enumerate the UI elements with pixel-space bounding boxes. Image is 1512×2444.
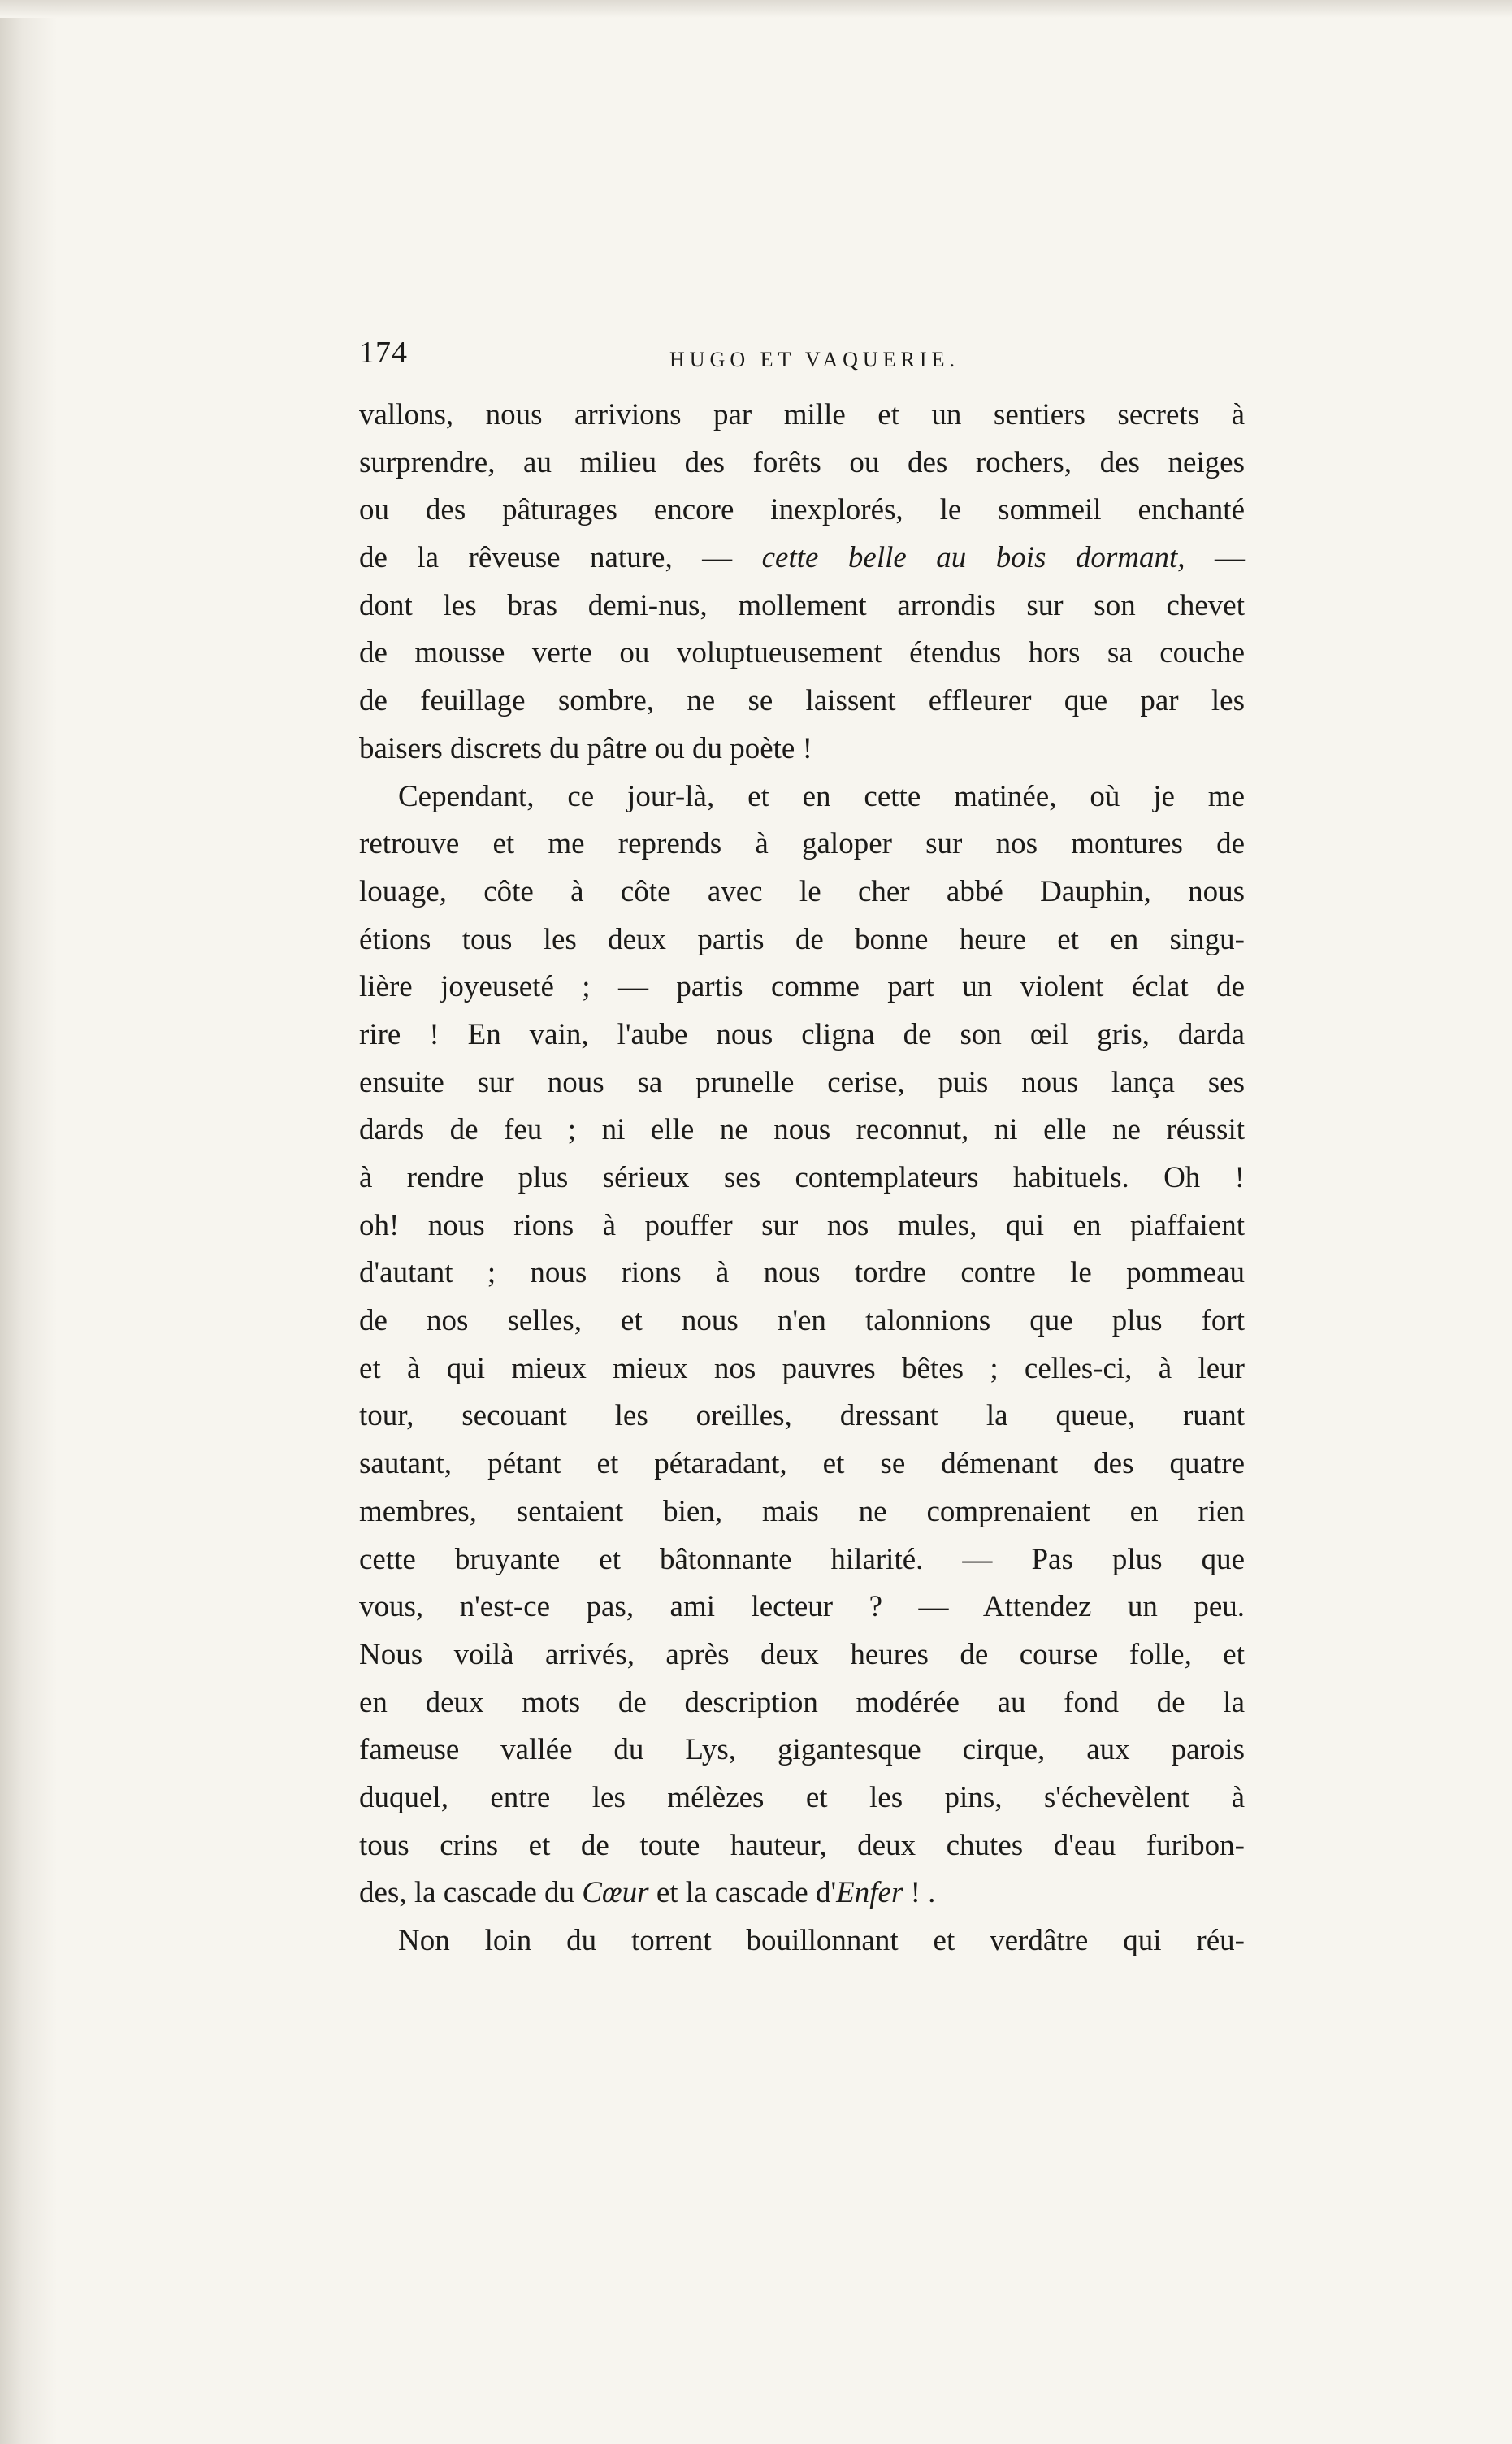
text-line-10: retrouve et me reprends à galoper sur nos montures de <box>359 827 1245 861</box>
text-line-6: de mousse verte ou voluptueusement étendus hors sa couche <box>359 636 1245 670</box>
text-line-8: baisers discrets du pâtre ou du poète ! <box>359 731 812 765</box>
text-line-5: dont les bras demi-nus, mollement arrondis sur son chevet <box>359 588 1245 622</box>
text-line-4-start: de la rêveuse nature, — <box>359 541 762 575</box>
text-line-32-end: ! . <box>903 1876 936 1910</box>
text-line-18: oh! nous rions à pouffer sur nos mules, qui en piaffaient <box>359 1208 1245 1242</box>
text-line-32 <box>359 1870 1245 1918</box>
text-line-23: sautant, pétant et pétaradant, et se démenant des quatre <box>359 1447 1245 1481</box>
italic-word-enfer: Enfer <box>836 1876 903 1910</box>
text-line-13: lière joyeuseté ; — partis comme part un violent éclat de <box>359 970 1245 1004</box>
page-left-margin-shadow <box>0 0 57 2444</box>
italic-phrase-belle-au-bois-dormant: cette belle au bois dormant, <box>761 541 1185 575</box>
text-line-26: vous, n'est-ce pas, ami lecteur ? — Attendez un peu. <box>359 1590 1245 1624</box>
text-line-33: Non loin du torrent bouillonnant et verdâtre qui réu- <box>398 1924 1245 1957</box>
page-header <box>359 335 1245 384</box>
text-line-32-start: des, la cascade du <box>359 1876 583 1910</box>
text-line-27: Nous voilà arrivés, après deux heures de course folle, et <box>359 1637 1245 1671</box>
text-line-3: ou des pâturages encore inexplorés, le sommeil enchanté <box>359 493 1245 527</box>
text-line-32-middle: et la cascade d' <box>648 1876 837 1910</box>
text-line-28: en deux mots de description modérée au fond de la <box>359 1685 1245 1719</box>
text-line-22: tour, secouant les oreilles, dressant la queue, ruant <box>359 1399 1245 1433</box>
text-line-4 <box>359 535 1245 583</box>
text-line-24: membres, sentaient bien, mais ne comprenaient en rien <box>359 1494 1245 1528</box>
text-line-11: louage, côte à côte avec le cher abbé Dauphin, nous <box>359 874 1245 908</box>
text-line-15: ensuite sur nous sa prunelle cerise, puis nous lança ses <box>359 1065 1245 1099</box>
text-line-20: de nos selles, et nous n'en talonnions que plus fort <box>359 1304 1245 1338</box>
text-line-16: dards de feu ; ni elle ne nous reconnut, ni elle ne réussit <box>359 1113 1245 1147</box>
text-line-31: tous crins et de toute hauteur, deux chutes d'eau furibon- <box>359 1828 1245 1862</box>
text-line-2: surprendre, au milieu des forêts ou des rochers, des neiges <box>359 445 1245 479</box>
text-line-7: de feuillage sombre, ne se laissent effleurer que par les <box>359 684 1245 718</box>
text-line-17: à rendre plus sérieux ses contemplateurs habituels. Oh ! <box>359 1161 1245 1194</box>
text-line-19: d'autant ; nous rions à nous tordre contre le pommeau <box>359 1256 1245 1290</box>
text-line-1: vallons, nous arrivions par mille et un sentiers secrets à <box>359 398 1245 431</box>
text-line-25: cette bruyante et bâtonnante hilarité. — Pas plus que <box>359 1542 1245 1576</box>
page-top-margin-shadow <box>0 0 1512 18</box>
italic-word-coeur: Cœur <box>582 1876 649 1910</box>
page-number: 174 <box>359 336 408 370</box>
text-line-4-end: — <box>1185 541 1246 575</box>
text-line-30: duquel, entre les mélèzes et les pins, s'échevèlent à <box>359 1780 1245 1814</box>
body-text <box>359 392 1245 1965</box>
text-line-12: étions tous les deux partis de bonne heure et en singu- <box>359 922 1245 956</box>
running-head: HUGO ET VAQUERIE. <box>669 348 960 371</box>
text-line-21: et à qui mieux mieux nos pauvres bêtes ; celles-ci, à leur <box>359 1351 1245 1385</box>
text-line-9: Cependant, ce jour-là, et en cette matinée, où je me <box>398 779 1245 813</box>
text-line-29: fameuse vallée du Lys, gigantesque cirque, aux parois <box>359 1733 1245 1767</box>
text-line-14: rire ! En vain, l'aube nous cligna de son œil gris, darda <box>359 1017 1245 1051</box>
